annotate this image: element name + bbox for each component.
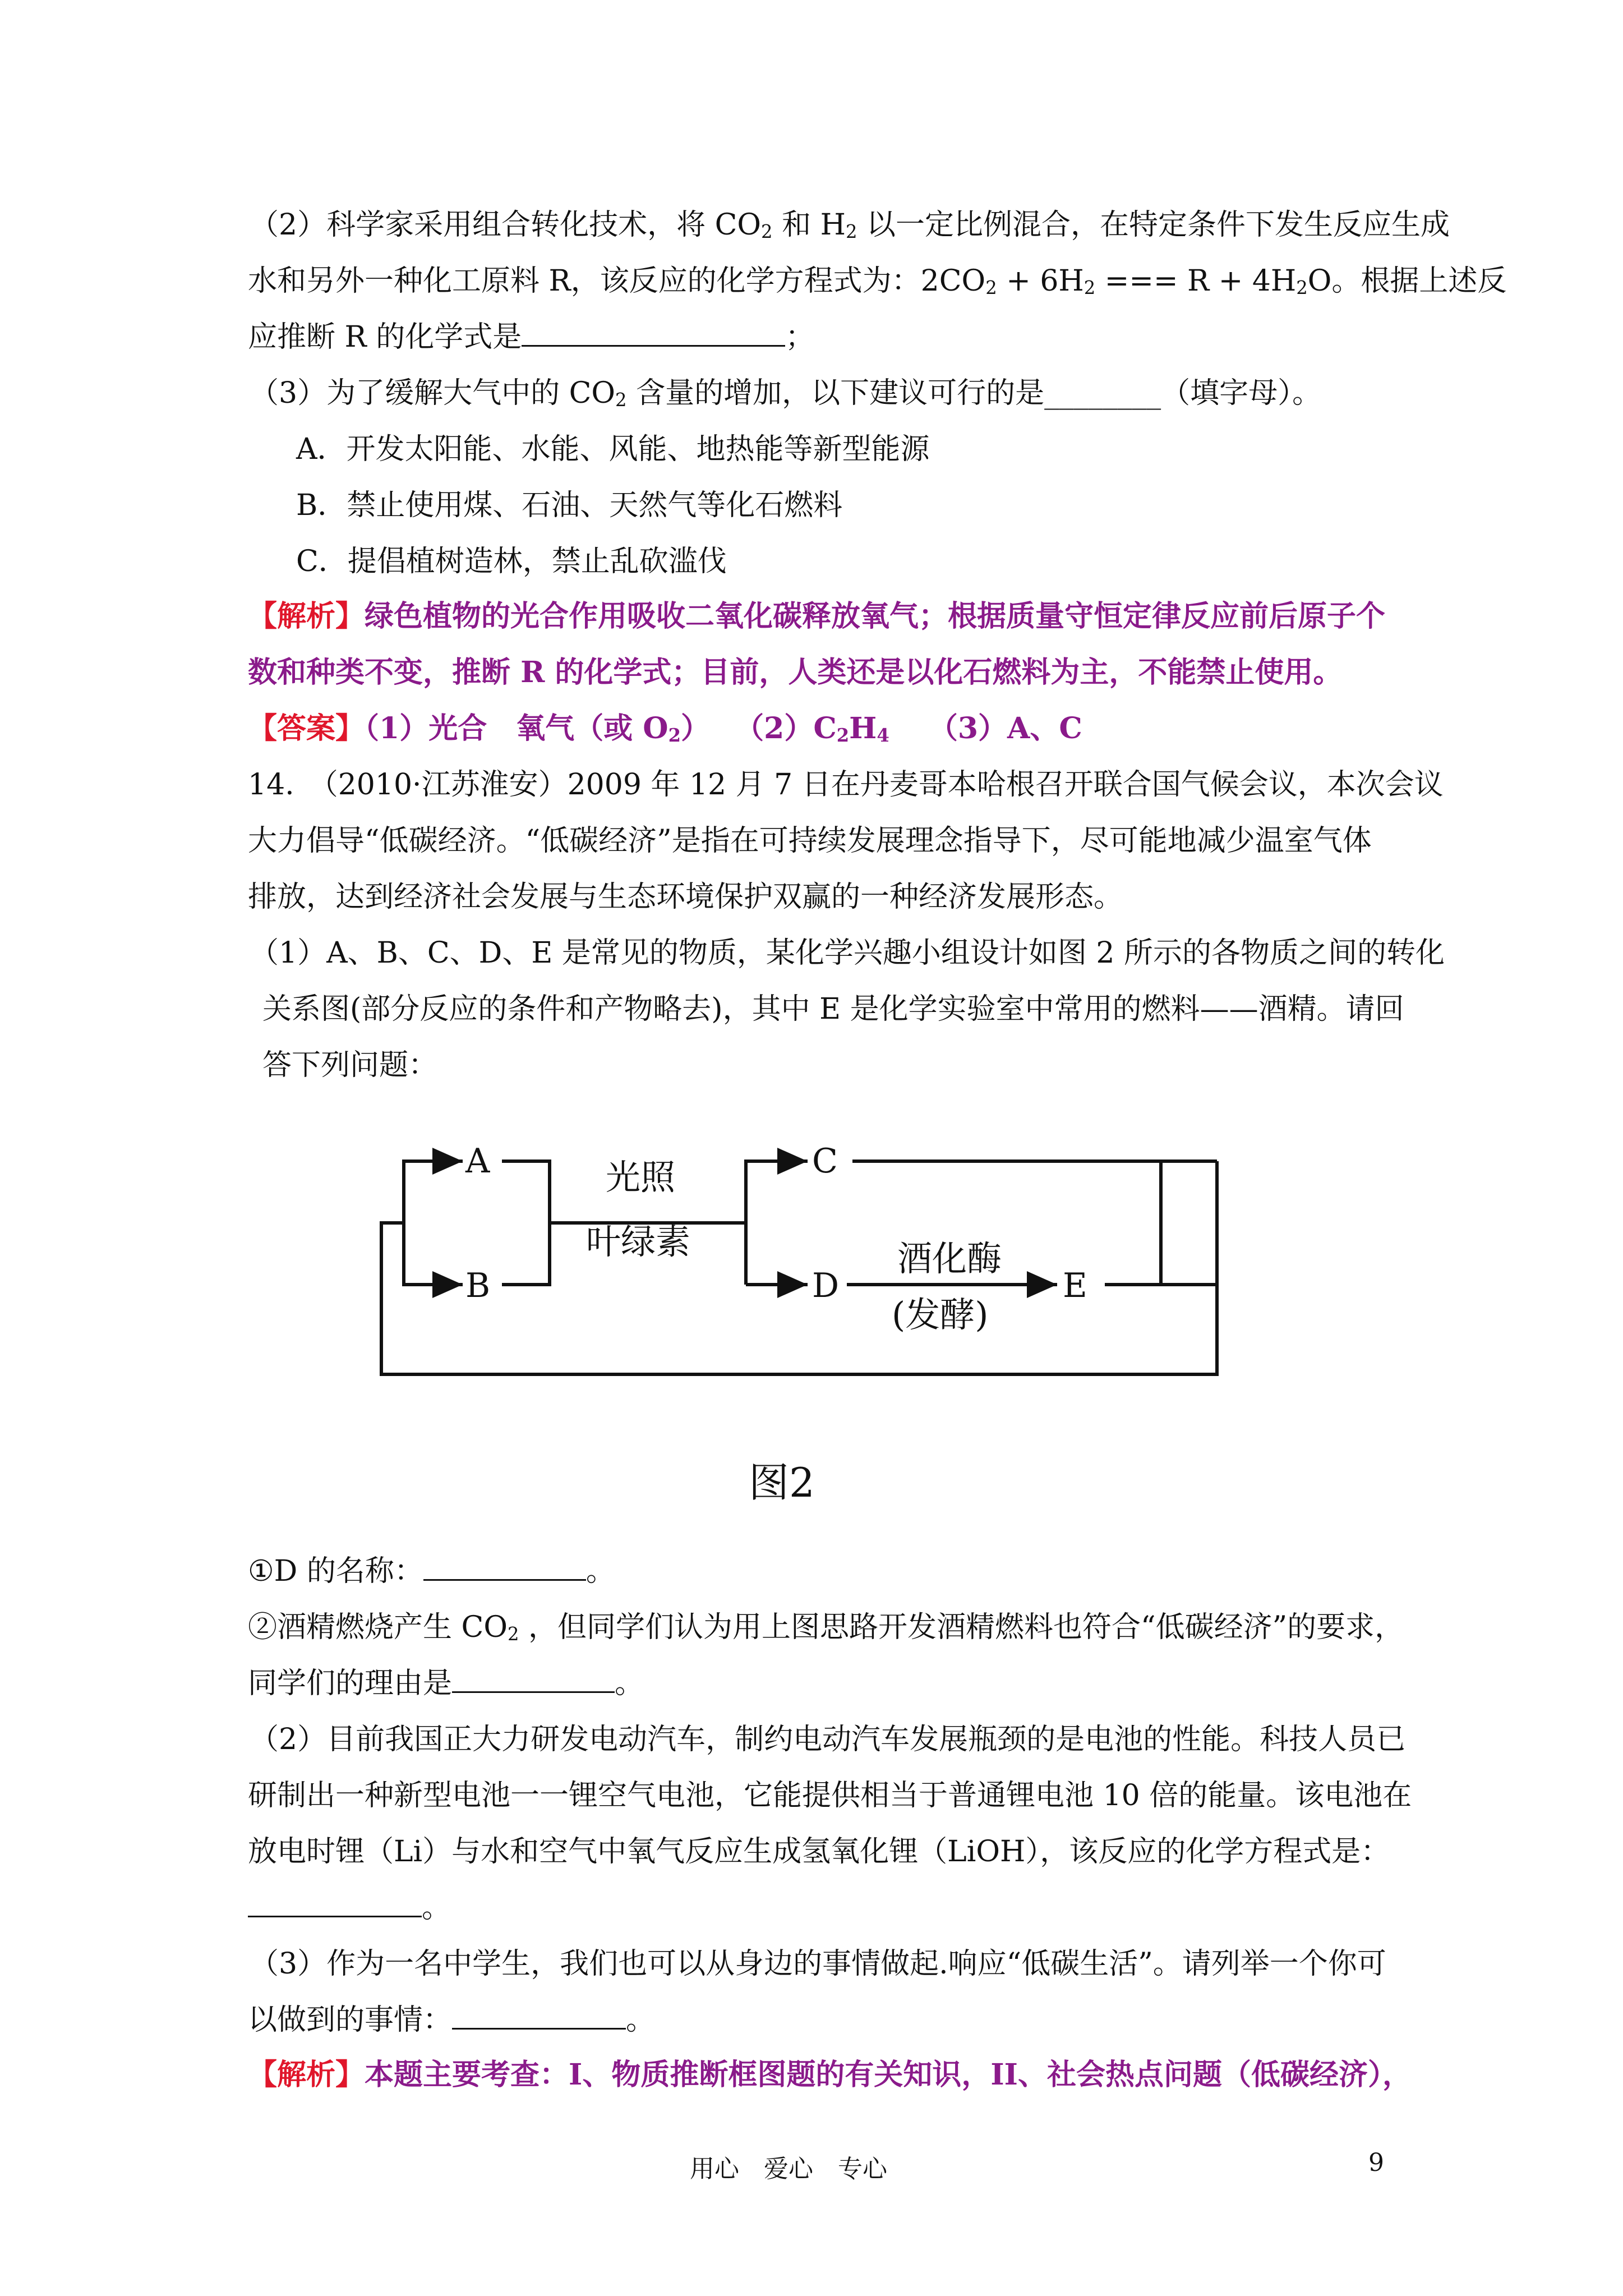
- q13-part2-line3: 应推断 R 的化学式是 ；: [248, 320, 815, 354]
- q13-analysis-line1: 【解析】绿色植物的光合作用吸收二氧化碳释放氧气；根据质量守恒定律反应前后原子个: [248, 599, 1386, 633]
- q14-part1-line3: 答下列问题：: [262, 1048, 438, 1082]
- node-e: E: [1063, 1266, 1087, 1305]
- q14-part3-line1: （3）作为一名中学生，我们也可以从身边的事情做起.响应“低碳生活”。请列举一个你可: [250, 1947, 1386, 1981]
- q14-part2-line1: （2）目前我国正大力研发电动汽车，制约电动汽车发展瓶颈的是电池的性能。科技人员已: [250, 1723, 1406, 1756]
- q14-stem-line1: 14. （2010·江苏淮安）2009 年 12 月 7 日在丹麦哥本哈根召开联合国气候会议，本次会议: [248, 768, 1444, 802]
- answer-blank-reason[interactable]: [452, 1669, 615, 1693]
- q13-part3-line1: （3）为了缓解大气中的 $CO_2$ 含量的增加，以下建议可行的是________（填字母）。: [250, 376, 1322, 411]
- analysis-tag: 【解析】: [248, 599, 365, 633]
- condition-enzyme: 酒化酶: [897, 1238, 1002, 1279]
- node-a: A: [465, 1142, 490, 1181]
- q13-part2-line2: 水和另外一种化工原料 R，该反应的化学方程式为：$2CO_2 + 6H_2$ === $R + 4H_2O$。根据上述反: [248, 264, 1507, 298]
- q14-analysis-line1: 【解析】本题主要考查：I、物质推断框图题的有关知识，II、社会热点问题（低碳经济），: [248, 2058, 1412, 2092]
- q14-sub2-line2: 同学们的理由是 。: [248, 1667, 644, 1700]
- answer-tag: 【答案】: [248, 711, 365, 746]
- q14-part2-line2: 研制出一种新型电池一一锂空气电池，它能提供相当于普通锂电池 10 倍的能量。该电池在: [248, 1779, 1412, 1812]
- figure-caption: 图2: [749, 1459, 815, 1506]
- answer-blank-r-formula[interactable]: [522, 323, 785, 347]
- q13-option-c: C．提倡植树造林，禁止乱砍滥伐: [296, 545, 727, 578]
- q14-part2-line3: 放电时锂（Li）与水和空气中氧气反应生成氢氧化锂（LiOH），该反应的化学方程式是：: [248, 1835, 1390, 1869]
- q13-answer: 【答案】（1）光合 氧气（或 $O_2$） $(2)C_2H_4$ （3）A、C: [248, 711, 1082, 746]
- q14-stem-line2: 大力倡导“低碳经济。“低碳经济”是指在可持续发展理念指导下，尽可能地减少温室气体: [248, 824, 1372, 858]
- q13-part2-line1: （2）科学家采用组合转化技术，将 $CO_2$ 和 $H_2$ 以一定比例混合，在特定条件下发生反应生成: [250, 208, 1450, 242]
- ab-bracket-line: [502, 1161, 550, 1285]
- analysis-tag: 【解析】: [248, 2058, 365, 2092]
- node-b: B: [465, 1266, 491, 1305]
- q13-analysis-line2: 数和种类不变，推断 R 的化学式；目前，人类还是以化石燃料为主，不能禁止使用。: [248, 655, 1343, 689]
- node-c: C: [812, 1142, 838, 1181]
- bottom-return-line: [381, 1161, 1217, 1374]
- q14-part2-line4: 。: [248, 1893, 451, 1922]
- left-bracket-line: [404, 1161, 444, 1285]
- answer-blank-low-carbon[interactable]: [452, 2005, 626, 2030]
- q14-sub2-line1: ②酒精燃烧产生 $CO_2$ ，但同学们认为用上图思路开发酒精燃料也符合“低碳经济”的要求，: [248, 1611, 1404, 1645]
- condition-light: 光照: [606, 1157, 676, 1198]
- q14-part1-line1: （1）A、B、C、D、E 是常见的物质，某化学兴趣小组设计如图 2 所示的各物质之间的转化: [250, 936, 1445, 970]
- condition-fermentation: (发酵): [892, 1294, 989, 1335]
- q13-option-b: B．禁止使用煤、石油、天然气等化石燃料: [296, 489, 843, 522]
- answer-blank-equation[interactable]: [248, 1893, 422, 1917]
- answer-blank-suggestion[interactable]: ________: [1044, 376, 1161, 410]
- q14-stem-line3: 排放，达到经济社会发展与生态环境保护双赢的一种经济发展形态。: [248, 880, 1123, 914]
- answer-blank-d-name[interactable]: [423, 1557, 586, 1581]
- q13-option-a: A．开发太阳能、水能、风能、地热能等新型能源: [296, 432, 930, 466]
- node-d: D: [812, 1266, 840, 1305]
- q14-sub1: ①D 的名称： 。: [248, 1554, 615, 1588]
- condition-chlorophyll: 叶绿素: [586, 1221, 691, 1262]
- cd-bracket-line: [746, 1161, 791, 1285]
- page-number: 9: [1368, 2148, 1384, 2177]
- footer-motto: 用心 爱心 专心: [690, 2155, 887, 2183]
- q14-part3-line2: 以做到的事情： 。: [248, 2003, 656, 2037]
- q14-part1-line2: 关系图(部分反应的条件和产物略去)，其中 E 是化学实验室中常用的燃料——酒精。请回: [262, 992, 1404, 1026]
- conversion-diagram: [359, 1116, 1267, 1408]
